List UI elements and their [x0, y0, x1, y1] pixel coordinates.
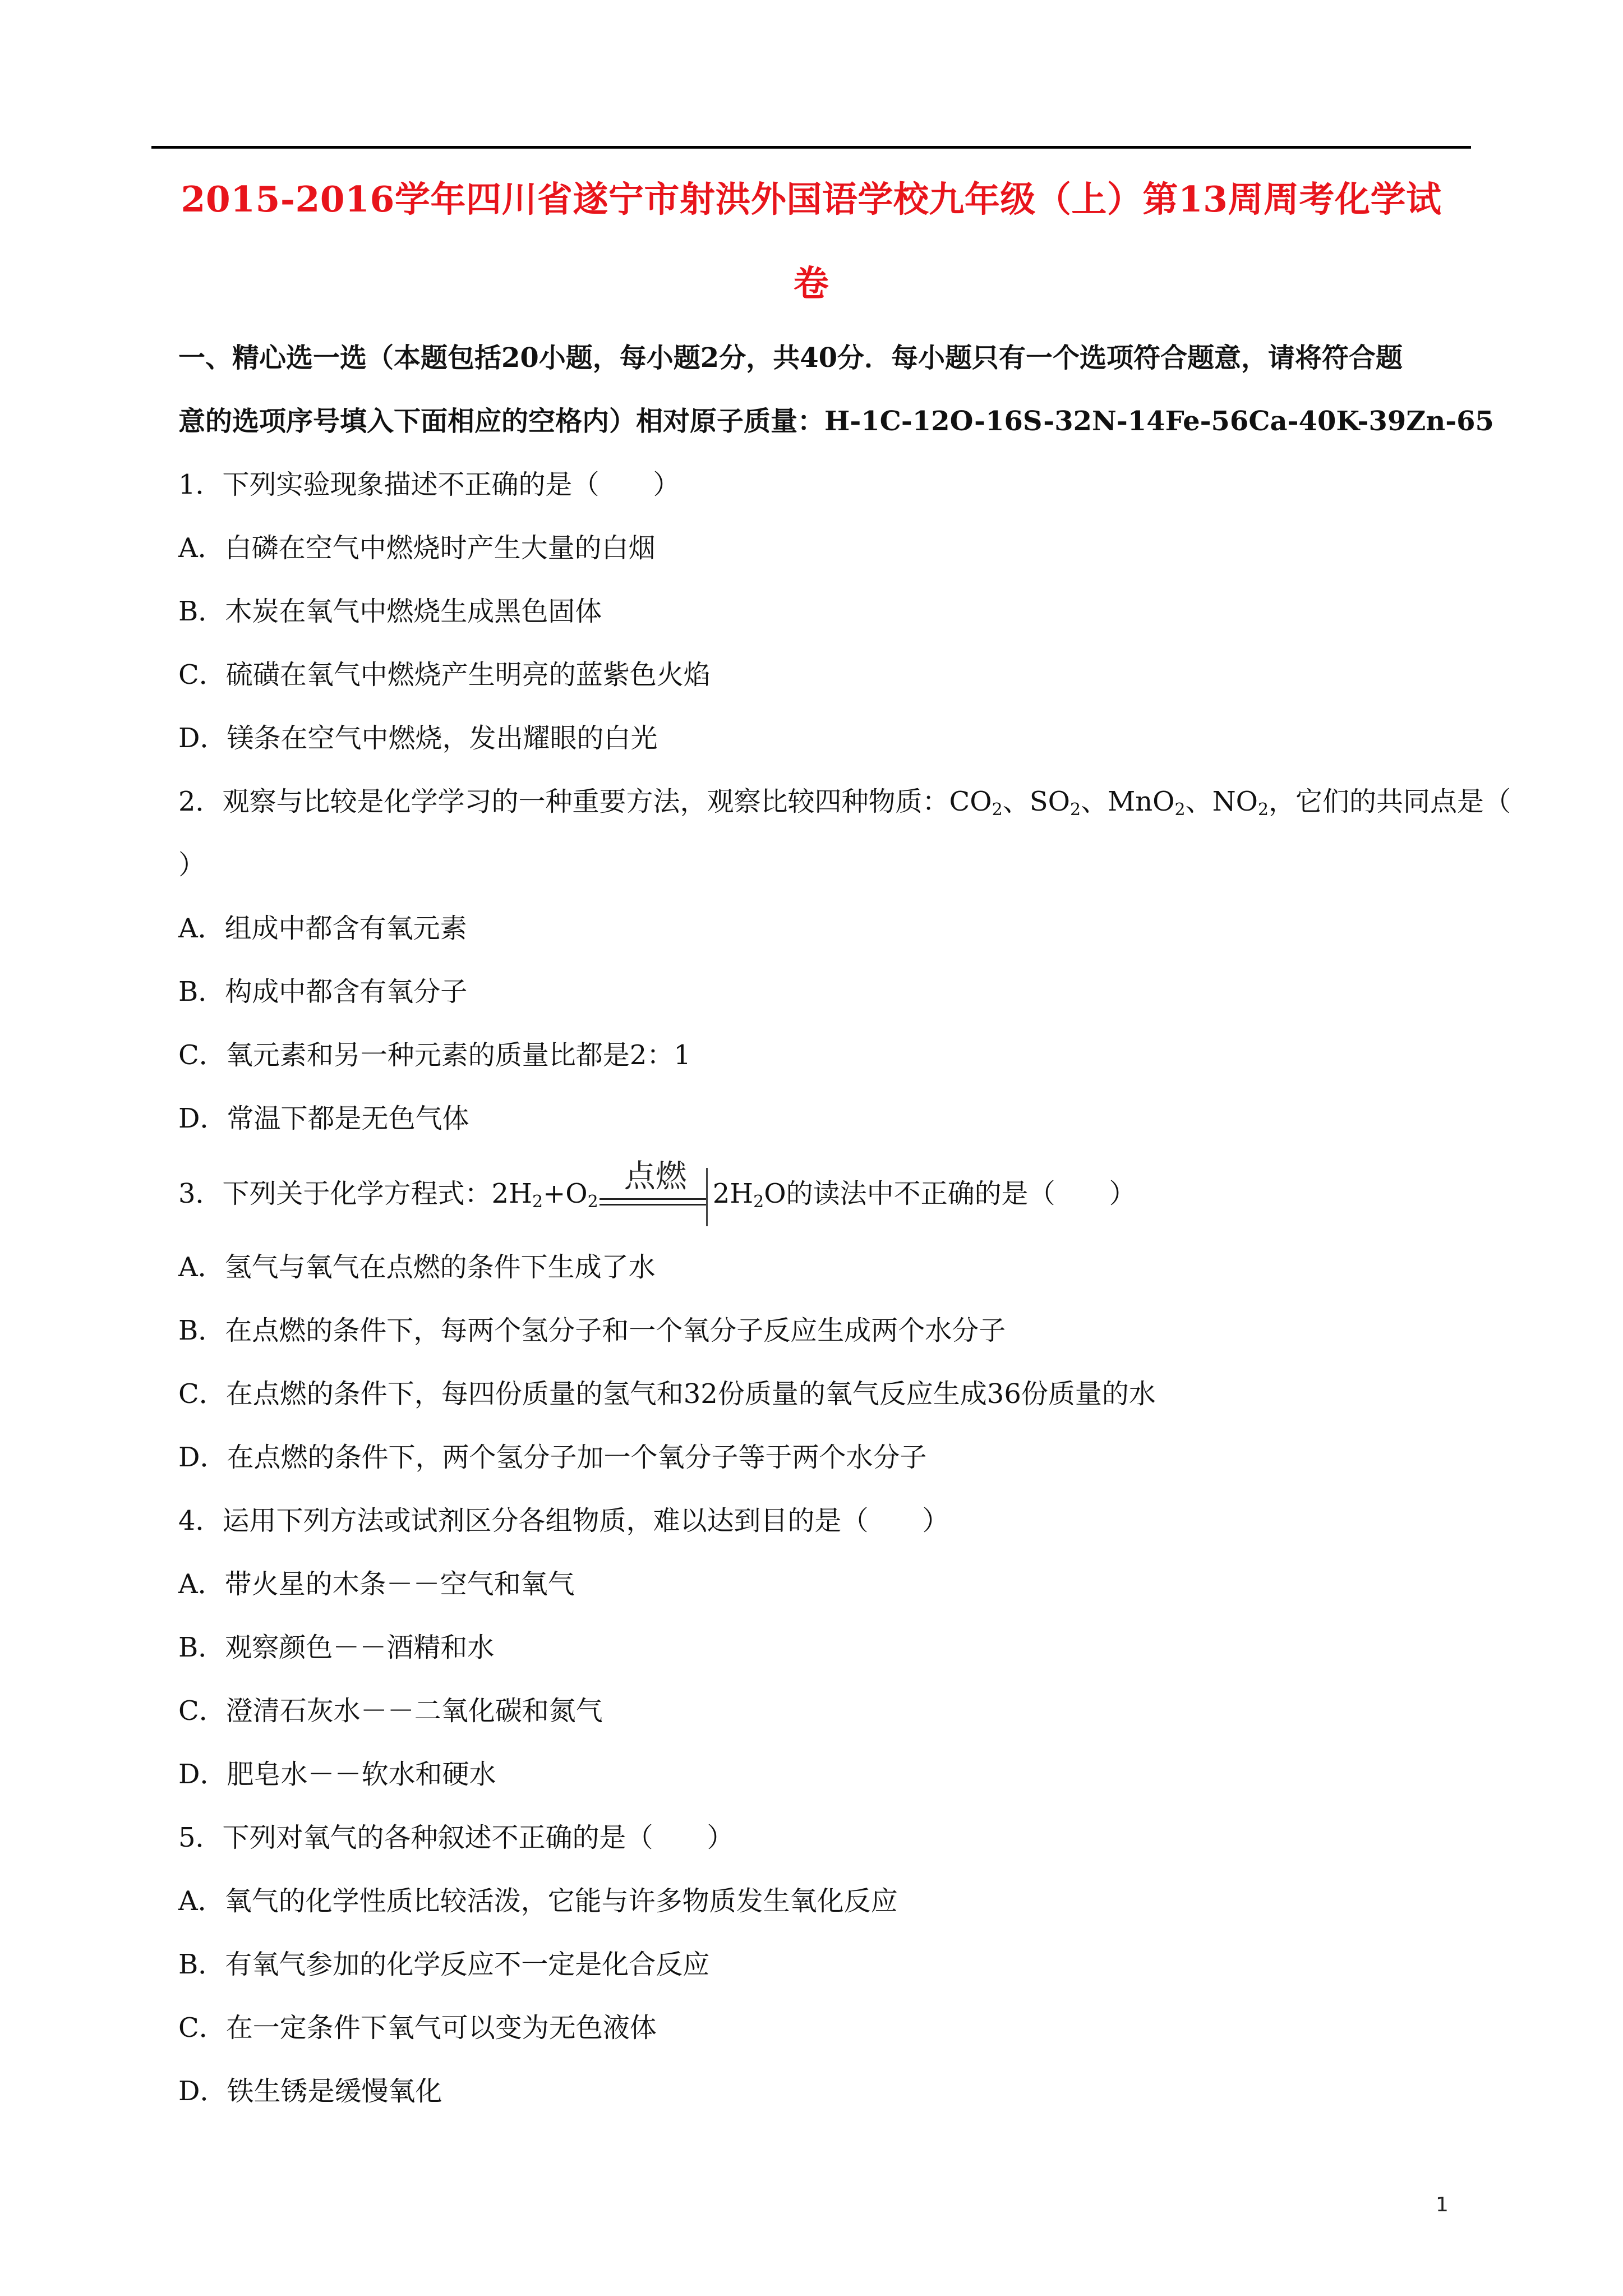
question-2-sep: 、MnO: [1081, 786, 1175, 817]
question-1-option-b: B．木炭在氧气中燃烧生成黑色固体: [178, 596, 602, 627]
question-2-sep: 、SO: [1002, 786, 1070, 817]
header-rule: [151, 146, 1471, 149]
subscript: 2: [587, 1192, 598, 1212]
question-5-stem: 5．下列对氧气的各种叙述不正确的是（ ）: [178, 1822, 734, 1853]
question-3-plus: +O: [543, 1178, 588, 1209]
document-title-line1: 2015-2016学年四川省遂宁市射洪外国语学校九年级（上）第13周周考化学试: [181, 178, 1442, 220]
question-1-stem: 1．下列实验现象描述不正确的是（ ）: [178, 469, 680, 500]
question-1-option-a: A．白磷在空气中燃烧时产生大量的白烟: [178, 532, 656, 564]
subscript: 2: [992, 800, 1003, 820]
question-5-option-b: B．有氧气参加的化学反应不一定是化合反应: [178, 1949, 710, 1980]
question-4-option-b: B．观察颜色－－酒精和水: [178, 1632, 495, 1663]
question-3-option-c: C．在点燃的条件下，每四份质量的氢气和32份质量的氧气反应生成36份质量的水: [178, 1378, 1156, 1410]
question-1-option-c: C．硫磺在氧气中燃烧产生明亮的蓝紫色火焰: [178, 659, 711, 691]
reaction-condition: 点燃: [624, 1158, 687, 1195]
question-5-option-a: A．氧气的化学性质比较活泼，它能与许多物质发生氧化反应: [178, 1885, 898, 1917]
equals-bar-top: [600, 1198, 706, 1200]
question-2-stem-line2: ）: [178, 849, 206, 881]
question-2-sep: 、NO: [1185, 786, 1258, 817]
section-heading-line2: 意的选项序号填入下面相应的空格内）相对原子质量：H-1C-12O-16S-32N-14Fe-56Ca-40K-39Zn-65: [178, 406, 1494, 437]
equals-bar-bottom: [600, 1204, 706, 1205]
question-5-option-c: C．在一定条件下氧气可以变为无色液体: [178, 2012, 657, 2044]
subscript: 2: [1257, 800, 1269, 820]
question-3-option-d: D．在点燃的条件下，两个氢分子加一个氧分子等于两个水分子: [178, 1442, 927, 1473]
question-4-option-d: D．肥皂水－－软水和硬水: [178, 1759, 496, 1790]
question-2-option-d: D．常温下都是无色气体: [178, 1103, 469, 1134]
subscript: 2: [1174, 800, 1186, 820]
section-heading-line1: 一、精心选一选（本题包括20小题，每小题2分，共40分．每小题只有一个选项符合题意，请将符合题: [178, 342, 1403, 374]
question-3-stem-pre: 3．下列关于化学方程式：2H: [178, 1178, 532, 1209]
question-2-option-a: A．组成中都含有氧元素: [178, 913, 467, 944]
text-cursor-line: [706, 1168, 708, 1226]
question-2-stem-pre: 2．观察与比较是化学学习的一种重要方法，观察比较四种物质：CO: [178, 786, 992, 817]
question-4-option-c: C．澄清石灰水－－二氧化碳和氮气: [178, 1695, 603, 1727]
subscript: 2: [1069, 800, 1081, 820]
question-3-option-b: B．在点燃的条件下，每两个氢分子和一个氧分子反应生成两个水分子: [178, 1315, 1006, 1346]
question-3-product-pre: 2H: [712, 1178, 754, 1209]
question-1-option-d: D．镁条在空气中燃烧，发出耀眼的白光: [178, 723, 658, 754]
question-5-option-d: D．铁生锈是缓慢氧化: [178, 2076, 442, 2107]
question-4-stem: 4．运用下列方法或试剂区分各组物质，难以达到目的是（ ）: [178, 1505, 949, 1536]
page-number: 1: [1436, 2193, 1449, 2216]
reaction-arrow: [600, 1158, 712, 1213]
question-3-option-a: A．氢气与氧气在点燃的条件下生成了水: [178, 1251, 656, 1283]
question-4-option-a: A．带火星的木条－－空气和氧气: [178, 1568, 575, 1600]
question-2-option-b: B．构成中都含有氧分子: [178, 976, 468, 1007]
question-2-stem-post: ，它们的共同点是（: [1269, 786, 1511, 817]
question-2-option-c: C．氧元素和另一种元素的质量比都是2：1: [178, 1039, 691, 1071]
question-3-product-post: O的读法中不正确的是（ ）: [764, 1178, 1136, 1209]
subscript: 2: [753, 1192, 764, 1212]
document-title-line2: 卷: [793, 263, 829, 304]
subscript: 2: [532, 1192, 543, 1212]
question-3-stem: [178, 1158, 1136, 1219]
question-2-stem: [178, 785, 1511, 827]
